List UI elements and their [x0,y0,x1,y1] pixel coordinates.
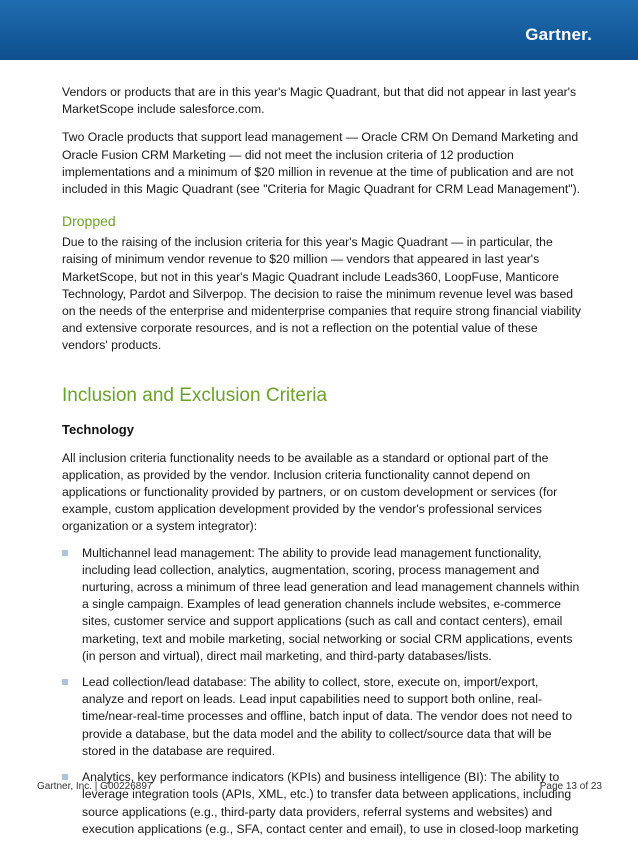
bullet-text: Multichannel lead management: The ability to provide lead management functionality, including lead collection, analytics, augmentation, scoring, process management and nurturing, across a minimum of three lead generation and lead management channels within a single campaign. Examples of lead generation channels include websites, e-commerce sites, customer service and support applications (such as call and contact centers), email marketing, text and mobile marketing, social networking or social CRM applications, events (in person and virtual), direct mail marketing, and third-party databases/lists. [82,545,580,663]
logo-text: Gartner [525,25,588,44]
header-bar [0,0,638,60]
dropped-heading: Dropped [62,213,116,230]
paragraph-added-1: Vendors or products that are in this year's Magic Quadrant, but that did not appear in last year's MarketScope include salesforce.com. [62,85,577,117]
gartner-logo [525,25,592,45]
list-item [62,545,582,665]
bullet-square-icon [62,679,68,685]
criteria-list [62,545,582,838]
dropped-paragraph: Due to the raising of the inclusion criteria for this year's Magic Quadrant — in particular, the raising of minimum vendor revenue to $20 million — vendors that appeared in last year's MarketScope, but not in this year's Magic Quadrant include Leads360, LoopFuse, Manticore Technology, Pardot and Silverpop. The decision to raise the minimum revenue level was based on the needs of the enterprise and midenterprise companies that require strong financial viability and extensive corporate resources, and is not a reflection on the potential value of these vendors' products. [62,235,581,353]
paragraph-added-2: Two Oracle products that support lead management — Oracle CRM On Demand Marketing and Oracle Fusion CRM Marketing — did not meet the inclusion criteria of 12 production implementations and a minimum of $20 million in revenue at the time of publication and are not included in this Magic Quadrant (see "Criteria for Magic Quadrant for CRM Lead Management"). [62,130,581,197]
bullet-text: Lead collection/lead database: The ability to collect, store, execute on, import/export, analyze and report on leads. Lead input capabilities need to support both online, real-time/near-real-time processes and offline, batch input of data. The vendor does not need to provide a database, but the data model and the ability to collect/source data that will be stored in the database are required. [82,675,573,758]
bullet-square-icon [62,550,68,556]
page-content [62,84,582,847]
footer-publisher-id: Gartner, Inc. | G00226897 [37,781,153,792]
footer-page-number: Page 13 of 23 [539,781,602,792]
technology-paragraph: All inclusion criteria functionality needs to be available as a standard or optional part of the application, as provided by the vendor. Inclusion criteria functionality cannot depend on applications or functionality provided by partners, or on custom development or services (for example, custom application development provided by the vendor's professional services organization or a system integrator): [62,450,558,534]
section-heading: Inclusion and Exclusion Criteria [62,384,328,406]
logo-dot: . [587,25,592,44]
technology-heading: Technology [62,421,134,437]
list-item [62,769,582,838]
list-item [62,674,582,760]
bullet-text: Analytics, key performance indicators (KPIs) and business intelligence (BI): The ability to leverage integration tools (APIs, XML, etc.) to transfer data between applications, including source applications (e.g., third-party data providers, referral systems and websites) and execution applications (e.g., SFA, contact center and email), to use in closed-loop marketing [82,770,579,836]
bullet-square-icon [62,774,68,780]
